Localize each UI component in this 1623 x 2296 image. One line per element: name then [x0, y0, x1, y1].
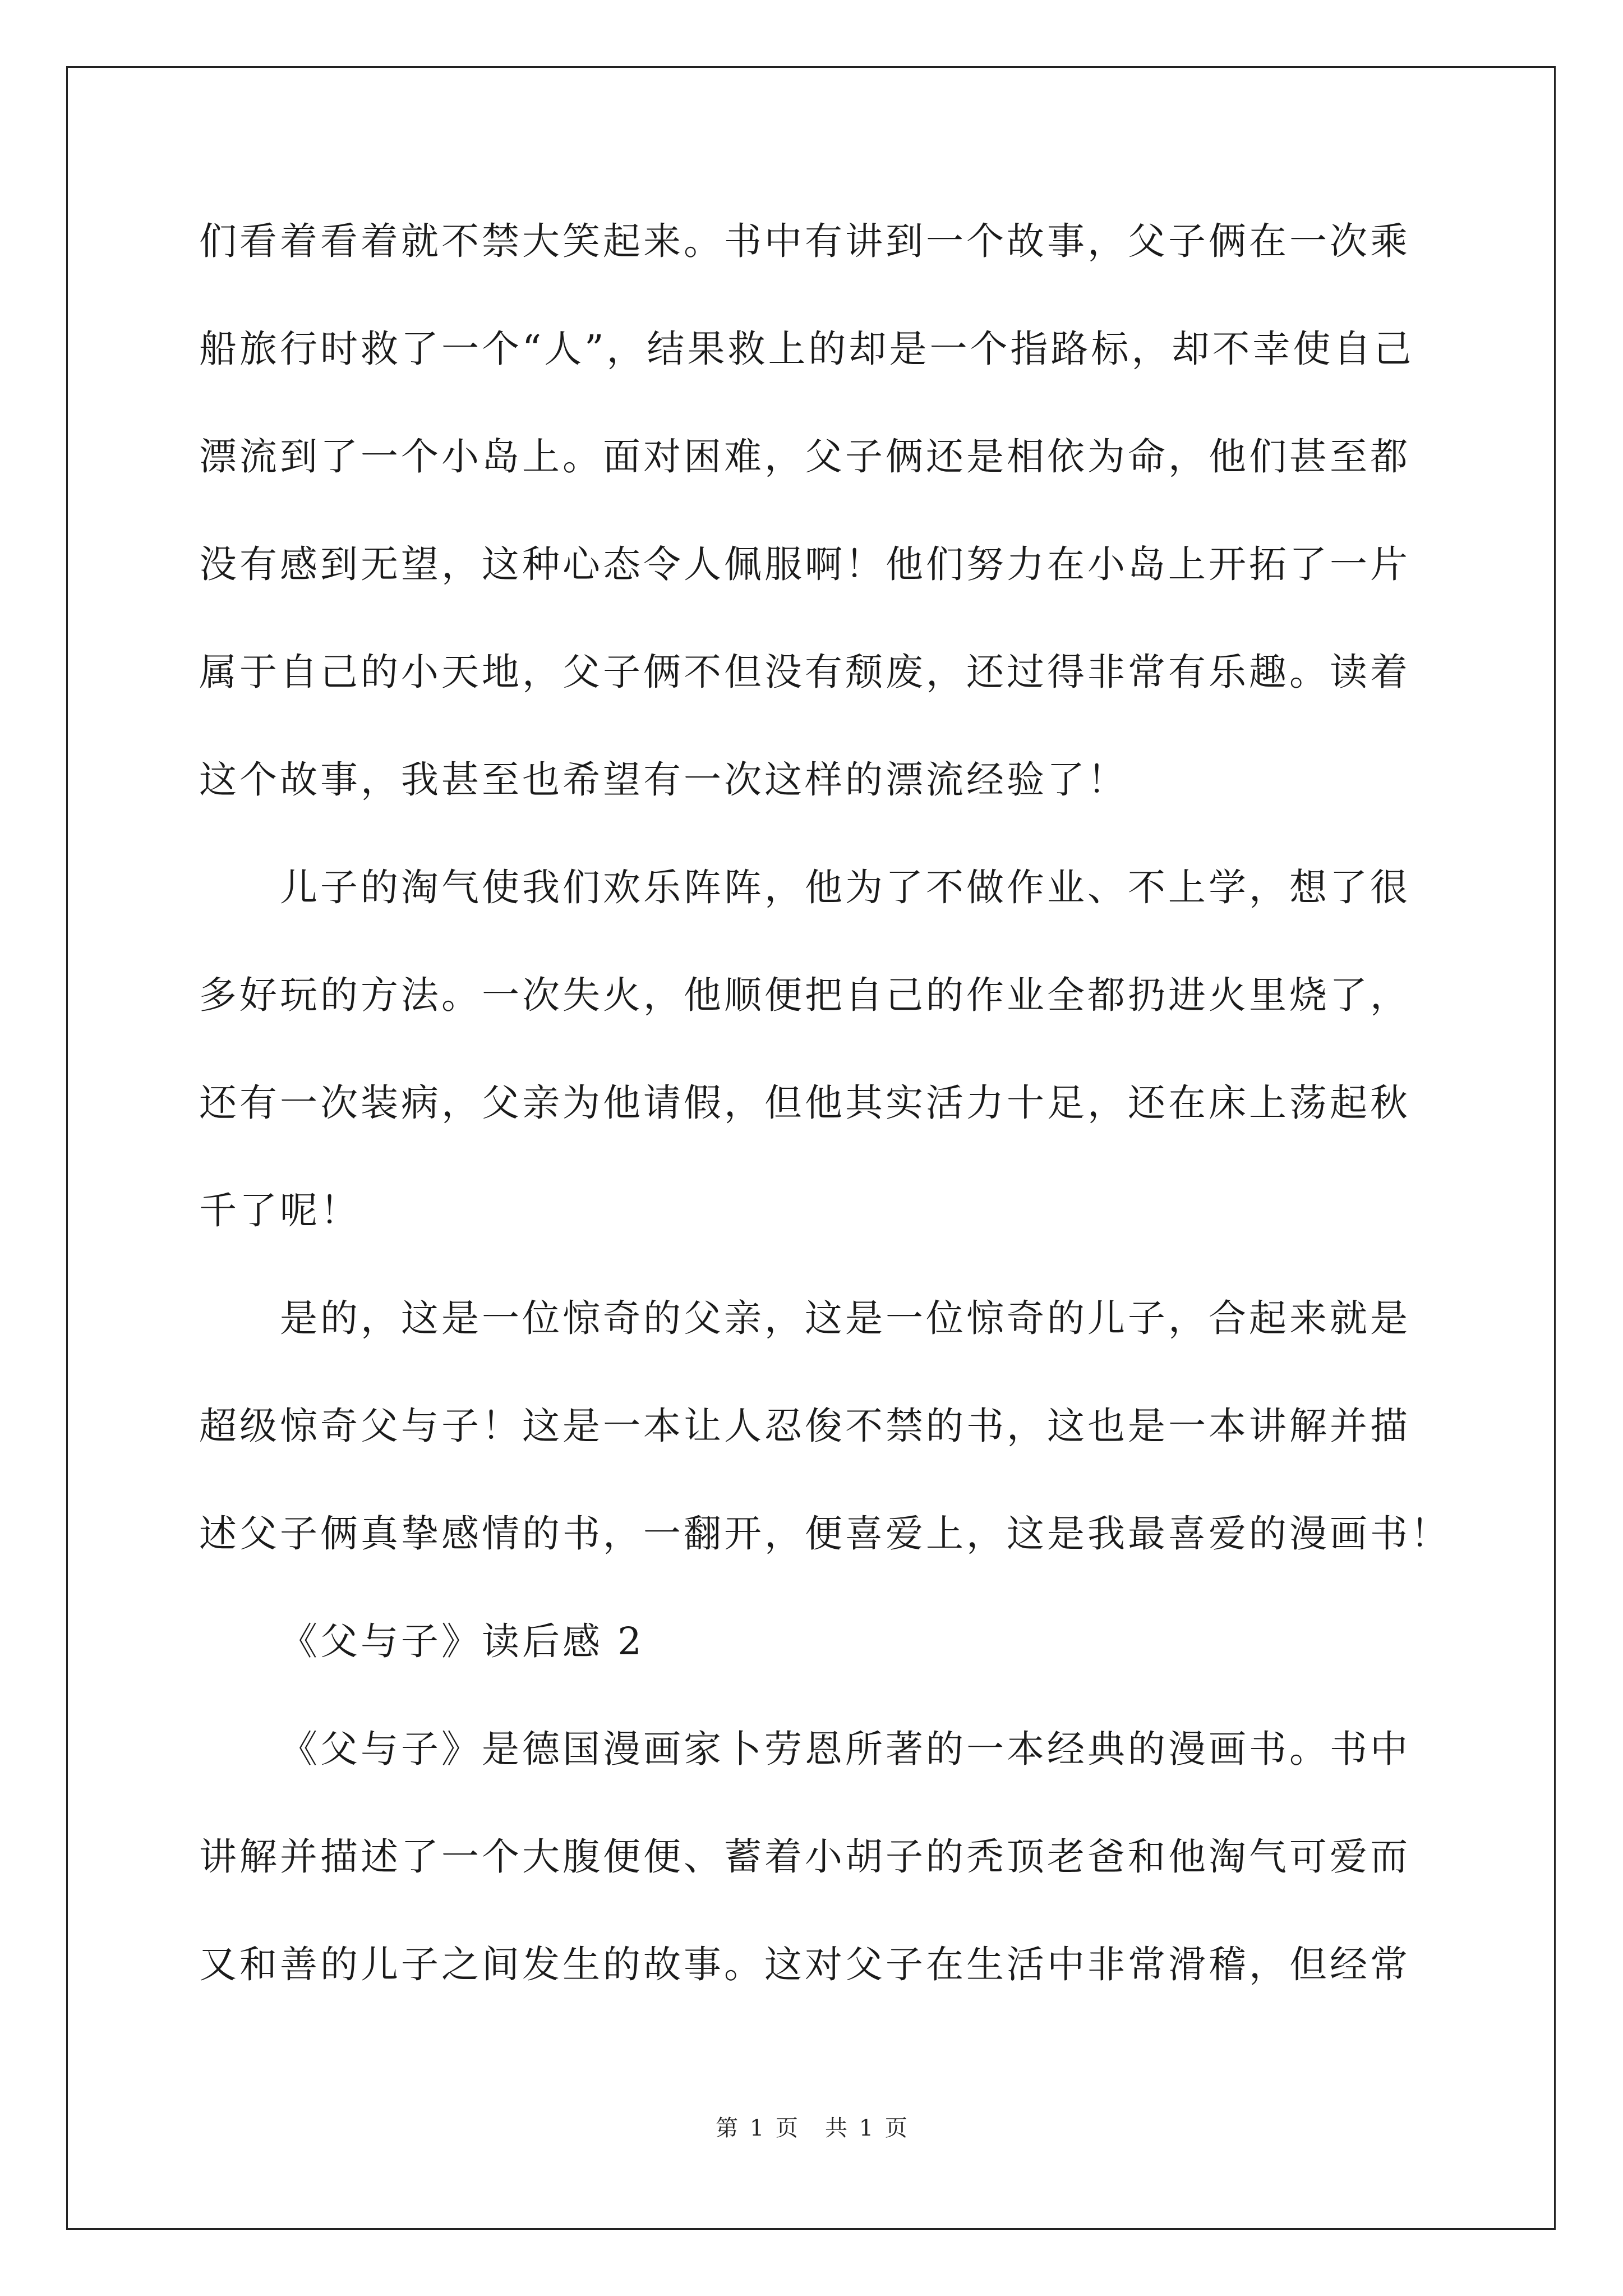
text-line-7: 儿子的淘气使我们欢乐阵阵，他为了不做作业、不上学，想了很 [280, 866, 1410, 909]
text-line-11: 是的，这是一位惊奇的父亲，这是一位惊奇的儿子，合起来就是 [280, 1296, 1410, 1340]
text-line-2: 船旅行时救了一个“人”，结果救上的却是一个指路标，却不幸使自己 [199, 327, 1414, 371]
page-footer [0, 2110, 1623, 2142]
page-total: 共 1 页 [825, 2115, 907, 2141]
text-line-9: 还有一次装病，父亲为他请假，但他其实活力十足，还在床上荡起秋 [199, 1081, 1410, 1125]
text-line-5: 属于自己的小天地，父子俩不但没有颓废，还过得非常有乐趣。读着 [199, 650, 1410, 694]
text-line-6: 这个故事，我甚至也希望有一次这样的漂流经验了！ [199, 758, 1128, 802]
text-line-3: 漂流到了一个小岛上。面对困难，父子俩还是相依为命，他们甚至都 [199, 435, 1410, 478]
text-line-12: 超级惊奇父与子！这是一本让人忍俊不禁的书，这也是一本讲解并描 [199, 1404, 1410, 1448]
document-body [199, 213, 1451, 2044]
text-line-17: 又和善的儿子之间发生的故事。这对父子在生活中非常滑稽，但经常 [199, 1943, 1410, 1986]
text-line-8: 多好玩的方法。一次失火，他顺便把自己的作业全都扔进火里烧了， [199, 973, 1410, 1017]
page-number: 第 1 页 [716, 2115, 798, 2141]
text-line-15: 《父与子》是德国漫画家卜劳恩所著的一本经典的漫画书。书中 [280, 1727, 1410, 1771]
text-line-4: 没有感到无望，这种心态令人佩服啊！他们努力在小岛上开拓了一片 [199, 542, 1410, 586]
text-line-16: 讲解并描述了一个大腹便便、蓄着小胡子的秃顶老爸和他淘气可爱而 [199, 1835, 1410, 1879]
text-line-10: 千了呢！ [199, 1189, 361, 1232]
text-line-13: 述父子俩真挚感情的书，一翻开，便喜爱上，这是我最喜爱的漫画书！ [199, 1512, 1451, 1556]
text-line-1: 们看着看着就不禁大笑起来。书中有讲到一个故事，父子俩在一次乘 [199, 219, 1410, 263]
section-heading: 《父与子》读后感 2 [280, 1619, 644, 1663]
